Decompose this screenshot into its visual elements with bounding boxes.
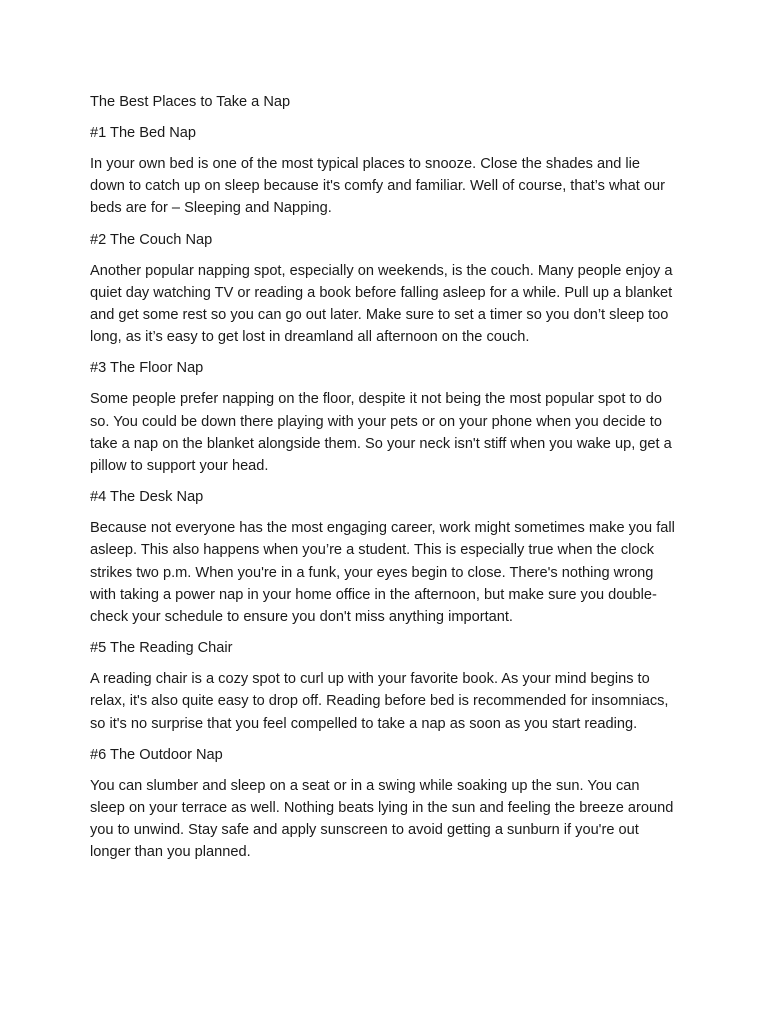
section-body: A reading chair is a cozy spot to curl up with your favorite book. As your mind begins to relax, it's also quite easy to drop off. Reading before bed is recommended for insomniacs, so it's no surprise that you feel compelled to take a nap as soon as you start reading. bbox=[90, 671, 669, 732]
section-reading-chair bbox=[90, 637, 678, 735]
section-heading: #5 The Reading Chair bbox=[90, 640, 233, 657]
section-body: Another popular napping spot, especially on weekends, is the couch. Many people enjoy a quiet day watching TV or reading a book before falling asleep for a while. Pull up a blanket and get some rest so you can go out later. Make sure to set a timer so you don’t sleep too long, as it’s easy to get lost in dreamland all afternoon on the couch. bbox=[90, 262, 673, 346]
section-couch-nap bbox=[90, 229, 678, 349]
section-heading: #3 The Floor Nap bbox=[90, 360, 204, 377]
document-title: The Best Places to Take a Nap bbox=[90, 94, 291, 110]
section-body: You can slumber and sleep on a seat or in a swing while soaking up the sun. You can sleep on your terrace as well. Nothing beats lying in the sun and feeling the breeze around you to unwind. Stay safe and apply sunscreen to avoid getting a sunburn if you're out longer than you planned. bbox=[90, 777, 674, 861]
section-heading: #4 The Desk Nap bbox=[90, 489, 204, 506]
section-bed-nap bbox=[90, 122, 678, 220]
section-body: Because not everyone has the most engaging career, work might sometimes make you fall asleep. This also happens when you’re a student. This is especially true when the clock strikes two p.m. When you're in a funk, your eyes begin to close. There's nothing wrong with taking a power nap in your home office in the afternoon, but make sure you double-check your schedule to ensure you don't miss anything important. bbox=[90, 520, 675, 626]
section-heading: #6 The Outdoor Nap bbox=[90, 746, 223, 763]
section-floor-nap bbox=[90, 357, 678, 477]
section-body: In your own bed is one of the most typical places to snooze. Close the shades and lie down to catch up on sleep because it's comfy and familiar. Well of course, that’s what our beds are for – Sleeping and Napping. bbox=[90, 156, 665, 217]
section-heading: #2 The Couch Nap bbox=[90, 231, 213, 248]
section-heading: #1 The Bed Nap bbox=[90, 125, 197, 141]
section-desk-nap bbox=[90, 486, 678, 628]
section-outdoor-nap bbox=[90, 744, 678, 864]
section-body: Some people prefer napping on the floor, despite it not being the most popular spot to do so. You could be down there playing with your pets or on your phone when you decide to take a nap on the blanket alongside them. So your neck isn't stiff when you wake up, get a pillow to support your head. bbox=[90, 391, 672, 475]
